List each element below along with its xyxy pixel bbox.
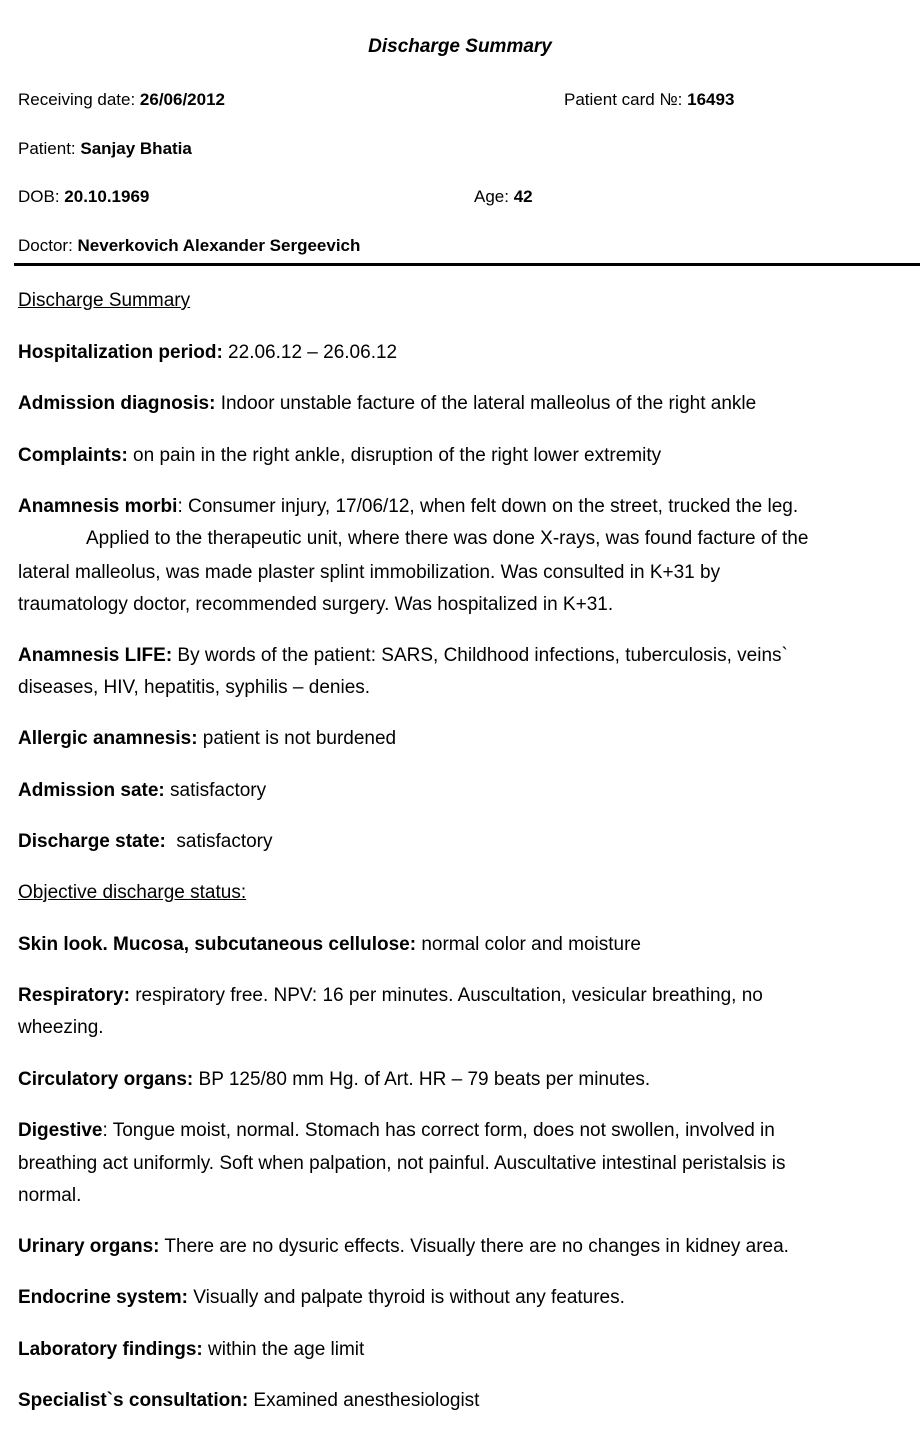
anamnesis-morbi-line: lateral malleolus, was made plaster splint immobilization. Was consulted in K+31 by (18, 562, 721, 583)
admission-diagnosis: Admission diagnosis: Indoor unstable facture of the lateral malleolus of the right ankle (18, 393, 757, 414)
circulatory-status: Circulatory organs: BP 125/80 mm Hg. of Art. HR – 79 beats per minutes. (18, 1069, 651, 1090)
respiratory-status-line: wheezing. (18, 1017, 104, 1038)
header-divider (14, 263, 920, 266)
skin-status: Skin look. Mucosa, subcutaneous cellulose: normal color and moisture (18, 934, 641, 955)
admission-state: Admission sate: satisfactory (18, 780, 267, 801)
document-title: Discharge Summary (368, 36, 552, 57)
discharge-state: Discharge state: satisfactory (18, 831, 273, 852)
anamnesis-life: Anamnesis LIFE: By words of the patient: SARS, Childhood infections, tuberculosis, veins` (18, 645, 788, 666)
patient-card-number: Patient card №: 16493 (564, 90, 735, 109)
allergic-anamnesis: Allergic anamnesis: patient is not burdened (18, 728, 397, 749)
patient-name: Patient: Sanjay Bhatia (18, 139, 192, 158)
doctor-name: Doctor: Neverkovich Alexander Sergeevich (18, 236, 361, 255)
section-heading-discharge-summary: Discharge Summary (18, 290, 191, 311)
digestive-status: Digestive: Tongue moist, normal. Stomach has correct form, does not swollen, involved in (18, 1120, 775, 1141)
receiving-date: Receiving date: 26/06/2012 (18, 90, 225, 109)
digestive-status-line: normal. (18, 1185, 82, 1206)
date-of-birth: DOB: 20.10.1969 (18, 187, 150, 206)
laboratory-findings: Laboratory findings: within the age limit (18, 1339, 365, 1360)
patient-age: Age: 42 (474, 187, 533, 206)
hospitalization-period: Hospitalization period: 22.06.12 – 26.06.12 (18, 342, 398, 363)
anamnesis-morbi-line: Applied to the therapeutic unit, where there was done X-rays, was found facture of the (86, 528, 809, 549)
respiratory-status: Respiratory: respiratory free. NPV: 16 per minutes. Auscultation, vesicular breathing, no (18, 985, 763, 1006)
anamnesis-life-line: diseases, HIV, hepatitis, syphilis – denies. (18, 677, 371, 698)
endocrine-status: Endocrine system: Visually and palpate thyroid is without any features. (18, 1287, 625, 1308)
urinary-status: Urinary organs: There are no dysuric effects. Visually there are no changes in kidney area. (18, 1236, 789, 1257)
specialist-consultation: Specialist`s consultation: Examined anesthesiologist (18, 1390, 480, 1411)
anamnesis-morbi: Anamnesis morbi: Consumer injury, 17/06/12, when felt down on the street, trucked the leg. (18, 496, 799, 517)
section-heading-objective-status: Objective discharge status: (18, 882, 247, 903)
complaints: Complaints: on pain in the right ankle, disruption of the right lower extremity (18, 445, 662, 466)
digestive-status-line: breathing act uniformly. Soft when palpation, not painful. Auscultative intestinal peristalsis is (18, 1153, 786, 1174)
anamnesis-morbi-line: traumatology doctor, recommended surgery. Was hospitalized in K+31. (18, 594, 614, 615)
